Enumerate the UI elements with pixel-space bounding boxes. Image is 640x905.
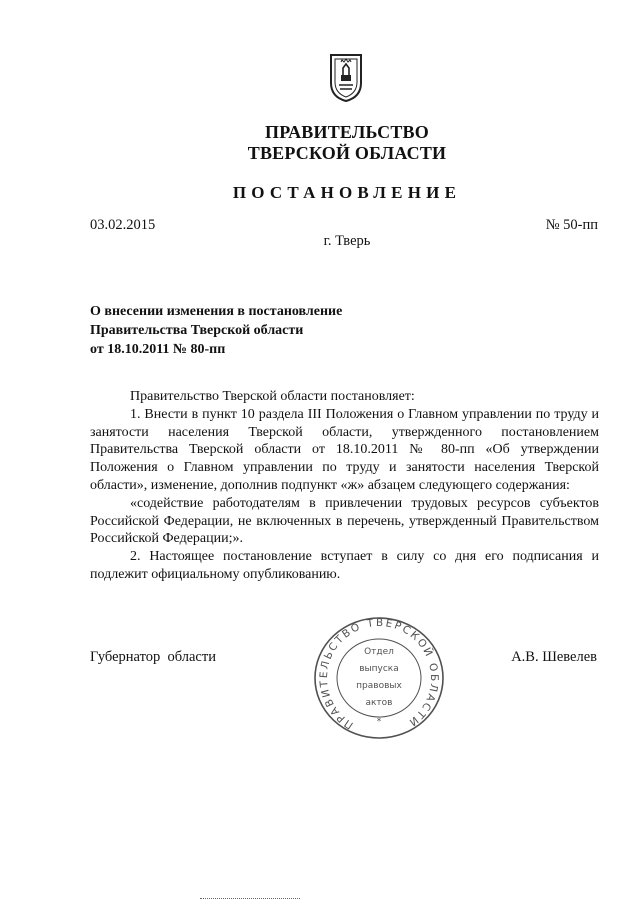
subject-line: Правительства Тверской области — [90, 323, 304, 338]
government-title-line2: ТВЕРСКОЙ ОБЛАСТИ — [247, 143, 447, 163]
subject-line: О внесении изменения в постановление — [90, 304, 343, 319]
subject-line: от 18.10.2011 № 80-пп — [90, 342, 226, 357]
coat-of-arms-icon — [329, 53, 363, 103]
scan-artifact — [200, 898, 300, 901]
body-paragraph-quote: «содействие работодателям в привлечении трудовых ресурсов субъектов Российской Федерации, не включенных в перечень, утвержденный Правительством Российской Федерации;». — [90, 495, 599, 547]
stamp-outer-text: ПРАВИТЕЛЬСТВО ТВЕРСКОЙ ОБЛАСТИ — [317, 616, 441, 732]
signatory-position: Губернатор области — [90, 649, 216, 665]
body-paragraph-item1: 1. Внести в пункт 10 раздела III Положения о Главном управлении по труду и занятости населения Тверской области, утвержденного постановлением Правительства Тверской области от 18.10.2011 № 80-пп «Об утверждении Положения о Главном управлении по труду и занятости населения Тверской области», изменение, дополнив подпункт «ж» абзацем следующего содержания: — [90, 406, 599, 493]
government-title-line1: ПРАВИТЕЛЬСТВО — [265, 122, 429, 142]
document-type: ПОСТАНОВЛЕНИЕ — [232, 183, 462, 202]
stamp-line: Отдел — [364, 647, 394, 657]
official-stamp — [311, 614, 447, 742]
document-number: № 50-пп — [545, 217, 598, 233]
stamp-line: актов — [365, 698, 393, 708]
signatory-name: А.В. Шевелев — [511, 649, 597, 665]
document-city: г. Тверь — [323, 233, 371, 249]
body-paragraph-item2: 2. Настоящее постановление вступает в силу со дня его подписания и подлежит официальному опубликованию. — [90, 549, 599, 582]
stamp-line: правовых — [356, 681, 402, 691]
document-subject — [90, 302, 342, 359]
svg-text:*: * — [376, 717, 382, 727]
body-paragraph-intro: Правительство Тверской области постановляет: — [130, 389, 415, 404]
document-date: 03.02.2015 — [90, 217, 156, 233]
document-body — [90, 388, 599, 584]
stamp-line: выпуска — [359, 664, 399, 674]
